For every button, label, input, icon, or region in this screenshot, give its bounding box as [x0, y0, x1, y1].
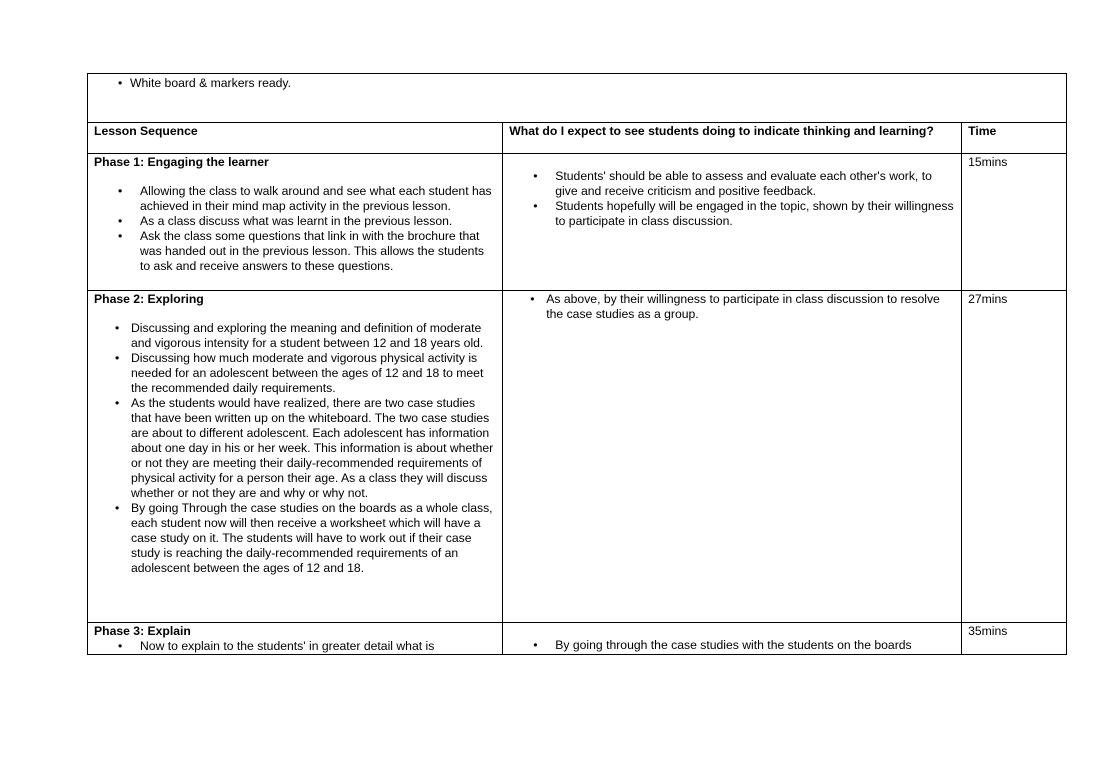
- phase-1-title: Phase 1: Engaging the learner: [94, 155, 269, 169]
- list-item: • As above, by their willingness to participate in class discussion to resolve the case studies as a group.: [509, 292, 955, 322]
- phase-1-steps: [94, 184, 496, 274]
- list-item: • Now to explain to the students' in greater detail what is: [94, 639, 496, 654]
- phase-2-sequence-cell: [88, 291, 503, 623]
- phase-1-row: [88, 154, 1067, 291]
- phase-3-row: [88, 623, 1067, 655]
- phase-2-title: Phase 2: Exploring: [94, 292, 204, 306]
- lesson-plan-table: [87, 73, 1067, 655]
- header-lesson-sequence: Lesson Sequence: [88, 123, 503, 154]
- list-item: • Discussing and exploring the meaning and definition of moderate and vigorous intensity for a student between 12 and 18 years old.: [94, 321, 496, 351]
- phase-1-sequence-cell: [88, 154, 503, 291]
- phase-1-expectations: [509, 169, 955, 229]
- list-item: • Ask the class some questions that link in with the brochure that was handed out in the previous lesson. This allows the students to ask and receive answers to these questions.: [94, 229, 496, 274]
- phase-3-steps: [94, 639, 496, 654]
- phase-2-time: 27mins: [962, 291, 1067, 623]
- list-item: • By going Through the case studies on the boards as a whole class, each student now will then receive a worksheet which will have a case study on it. The students will have to work out if their case study is reaching the daily-recommended requirements of an adolescent between the ages of 12 and 18.: [94, 501, 496, 576]
- phase-3-sequence-cell: [88, 623, 503, 655]
- phase-2-expectations: [509, 292, 955, 322]
- list-item: • As the students would have realized, there are two case studies that have been written up on the whiteboard. The two case studies are about to different adolescent. Each adolescent has information about one day in his or her week. This information is about whether or not they are meeting their daily-recommended requirements of physical activity for a person their age. As a class they will discuss whether or not they are and why or why not.: [94, 396, 496, 501]
- phase-3-time: 35mins: [962, 623, 1067, 655]
- phase-3-title: Phase 3: Explain: [94, 624, 191, 638]
- phase-2-row: [88, 291, 1067, 623]
- phase-3-expectations-cell: [503, 623, 962, 655]
- phase-2-steps: [94, 321, 496, 576]
- list-item: • Discussing how much moderate and vigorous physical activity is needed for an adolescent between the ages of 12 and 18 to meet the recommended daily requirements.: [94, 351, 496, 396]
- header-expectations: What do I expect to see students doing to indicate thinking and learning?: [503, 123, 962, 154]
- phase-1-expectations-cell: [503, 154, 962, 291]
- header-time: Time: [962, 123, 1067, 154]
- materials-row: [88, 74, 1067, 123]
- phase-1-time: 15mins: [962, 154, 1067, 291]
- list-item: • Students' should be able to assess and evaluate each other's work, to give and receive criticism and positive feedback.: [509, 169, 955, 199]
- materials-list: [94, 76, 1060, 91]
- list-item: • White board & markers ready.: [94, 76, 1060, 91]
- list-item: • As a class discuss what was learnt in the previous lesson.: [94, 214, 496, 229]
- phase-2-expectations-cell: [503, 291, 962, 623]
- materials-cell: [88, 74, 1067, 123]
- list-item: • By going through the case studies with the students on the boards: [509, 638, 955, 653]
- list-item: • Allowing the class to walk around and see what each student has achieved in their mind map activity in the previous lesson.: [94, 184, 496, 214]
- list-item: • Students hopefully will be engaged in the topic, shown by their willingness to participate in class discussion.: [509, 199, 955, 229]
- phase-3-expectations: [509, 638, 955, 653]
- header-row: [88, 123, 1067, 154]
